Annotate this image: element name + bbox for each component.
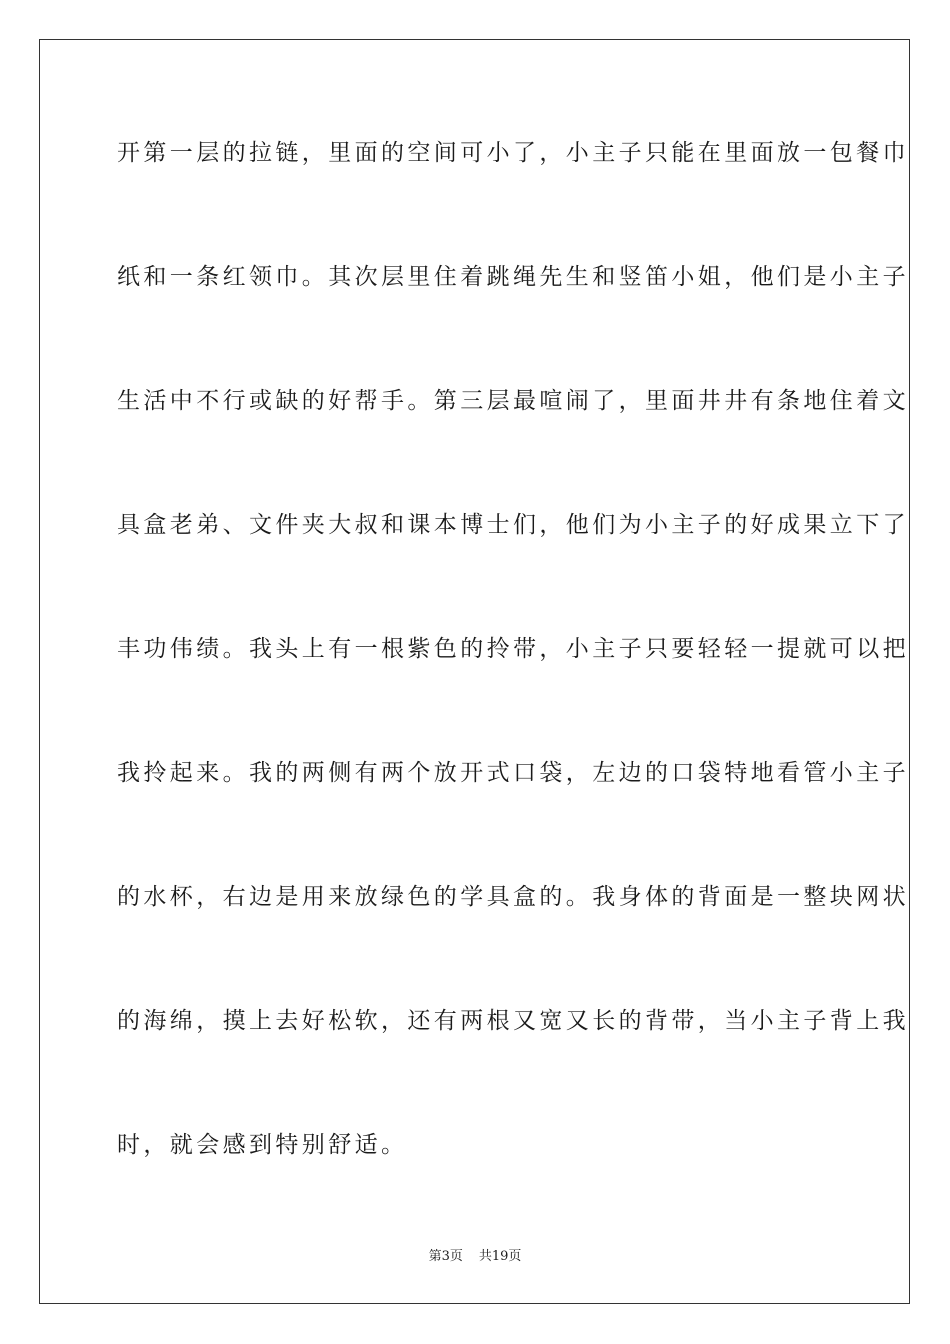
text-line: 纸和一条红领巾。其次层里住着跳绳先生和竖笛小姐，他们是小主子 bbox=[117, 264, 909, 290]
text-line: 丰功伟绩。我头上有一根紫色的拎带，小主子只要轻轻一提就可以把 bbox=[117, 636, 909, 662]
page-total: 共19页 bbox=[478, 1249, 522, 1264]
text-line: 的水杯，右边是用来放绿色的学具盒的。我身体的背面是一整块网状 bbox=[117, 884, 909, 910]
page-frame bbox=[39, 39, 910, 1304]
page-footer bbox=[0, 1248, 950, 1266]
page-number: 第3页 bbox=[428, 1249, 463, 1264]
text-line: 开第一层的拉链，里面的空间可小了，小主子只能在里面放一包餐巾 bbox=[117, 140, 909, 166]
text-line: 时，就会感到特别舒适。 bbox=[117, 1132, 408, 1158]
text-line: 我拎起来。我的两侧有两个放开式口袋，左边的口袋特地看管小主子 bbox=[117, 760, 909, 786]
text-line: 具盒老弟、文件夹大叔和课本博士们，他们为小主子的好成果立下了 bbox=[117, 512, 909, 538]
text-line: 的海绵，摸上去好松软，还有两根又宽又长的背带，当小主子背上我 bbox=[117, 1008, 909, 1034]
text-line: 生活中不行或缺的好帮手。第三层最喧闹了，里面井井有条地住着文 bbox=[117, 388, 909, 414]
